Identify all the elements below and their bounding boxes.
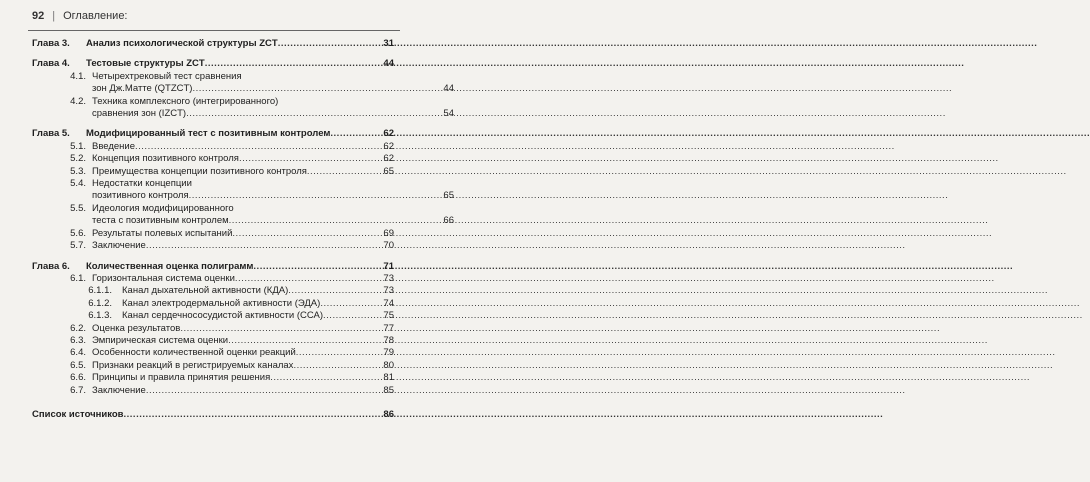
section-title-continued: сравнения зон (IZCT)	[92, 108, 187, 120]
page-ref: 81	[383, 372, 394, 384]
toc-section-5-2[interactable]	[32, 153, 394, 165]
chapter-title: Модифицированный тест с позитивным контролем	[86, 128, 331, 140]
toc-section-5-5[interactable]	[32, 202, 454, 228]
leader-dots	[135, 141, 383, 153]
page-ref: 44	[443, 83, 454, 95]
leader-dots	[146, 385, 384, 397]
toc-references[interactable]	[32, 409, 394, 421]
toc-chapter-4[interactable]	[32, 58, 394, 70]
section-number: 5.7.	[70, 240, 86, 252]
leader-dots	[124, 409, 384, 421]
toc-chapter-6[interactable]	[32, 261, 394, 273]
toc-section-6-5[interactable]	[32, 360, 394, 372]
section-number: 6.6.	[70, 372, 86, 384]
page-ref: 31	[383, 38, 394, 49]
header-title: Оглавление:	[63, 10, 128, 22]
leader-dots	[307, 166, 384, 178]
page-ref: 75	[383, 310, 394, 322]
section-title: Принципы и правила принятия решения	[92, 372, 271, 384]
subsection-title: Канал сердечнососудистой активности (ССА)	[122, 310, 324, 322]
page-ref: 80	[383, 359, 394, 371]
page-ref: 77	[383, 322, 394, 334]
toc-section-5-4[interactable]	[32, 178, 454, 203]
chapter-number: Глава 5.	[32, 128, 70, 140]
chapter-number: Глава 6.	[32, 260, 70, 272]
leader-dots	[229, 215, 444, 227]
references-title: Список источников	[32, 408, 124, 420]
chapter-number: Глава 4.	[32, 58, 70, 70]
chapter-title: Тестовые структуры ZCT	[86, 58, 205, 70]
page-ref: 65	[443, 190, 454, 202]
leader-dots	[320, 298, 383, 310]
leader-dots	[180, 323, 383, 335]
leader-dots	[323, 310, 383, 322]
leader-dots	[270, 372, 383, 384]
leader-dots	[235, 273, 384, 285]
page-ref: 86	[383, 408, 394, 420]
section-title: Введение	[92, 140, 136, 152]
section-title: Горизонтальная система оценки	[92, 272, 235, 284]
leader-dots	[239, 153, 383, 165]
page-ref: 54	[443, 108, 454, 120]
toc-chapter-3[interactable]	[32, 38, 394, 50]
section-title: Заключение	[92, 240, 146, 252]
subsection-number: 6.1.1.	[88, 285, 112, 297]
section-number: 6.2.	[70, 322, 86, 334]
leader-dots	[330, 128, 383, 140]
section-number: 4.2.	[70, 95, 86, 107]
page-ref: 44	[383, 58, 394, 70]
section-number: 5.2.	[70, 153, 86, 165]
toc-section-4-1[interactable]	[32, 70, 454, 96]
page-number: 92	[32, 10, 45, 22]
leader-dots	[228, 335, 383, 347]
section-title: Концепция позитивного контроля	[92, 153, 239, 165]
page-ref: 73	[383, 272, 394, 284]
subsection-number: 6.1.3.	[88, 310, 112, 322]
section-title: Признаки реакций в регистрируемых каналах	[92, 359, 294, 371]
page-ref: 62	[383, 140, 394, 152]
section-number: 6.1.	[70, 272, 86, 284]
section-number: 6.7.	[70, 384, 86, 396]
page-ref: 65	[383, 165, 394, 177]
toc-section-5-6[interactable]	[32, 228, 394, 240]
toc-section-6-7[interactable]	[32, 385, 394, 397]
section-title: Идеология модифицированного	[92, 202, 234, 214]
section-title: Эмпирическая система оценки	[92, 334, 229, 346]
leader-dots	[288, 285, 383, 297]
subsection-title: Канал электродермальной активности (ЭДА)	[122, 297, 321, 309]
page-ref: 73	[383, 285, 394, 297]
page-ref: 78	[383, 334, 394, 346]
page-ref: 70	[383, 240, 394, 252]
toc-subsection-6-1-3[interactable]	[32, 310, 394, 322]
toc-subsection-6-1-1[interactable]	[32, 285, 394, 297]
book-page	[0, 0, 454, 482]
section-number: 6.5.	[70, 359, 86, 371]
table-of-contents	[32, 38, 454, 421]
toc-section-6-2[interactable]	[32, 323, 394, 335]
subsection-number: 6.1.2.	[88, 297, 112, 309]
toc-section-6-1[interactable]	[32, 273, 394, 285]
chapter-number: Глава 3.	[32, 38, 70, 49]
leader-dots	[186, 108, 443, 120]
header-separator: |	[52, 10, 56, 22]
page-ref: 74	[383, 297, 394, 309]
section-title: Техника комплексного (интегрированного)	[92, 95, 279, 107]
section-number: 5.5.	[70, 202, 86, 214]
toc-section-4-2[interactable]	[32, 95, 454, 121]
leader-dots	[296, 347, 384, 359]
section-number: 4.1.	[70, 70, 86, 82]
toc-section-6-4[interactable]	[32, 347, 394, 359]
running-header	[32, 10, 128, 22]
leader-dots	[189, 190, 444, 202]
leader-dots	[205, 58, 384, 70]
leader-dots	[293, 360, 383, 372]
page-ref: 62	[383, 153, 394, 165]
toc-section-6-3[interactable]	[32, 335, 394, 347]
toc-section-5-1[interactable]	[32, 141, 394, 153]
toc-chapter-5[interactable]	[32, 128, 394, 140]
section-number: 5.3.	[70, 165, 86, 177]
page-ref: 66	[443, 215, 454, 227]
section-title-continued: теста с позитивным контролем	[92, 215, 229, 227]
section-title: Преимущества концепции позитивного контроля	[92, 165, 307, 177]
page-ref: 85	[383, 384, 394, 396]
section-title: Оценка результатов	[92, 322, 181, 334]
page-ref: 62	[383, 128, 394, 140]
leader-dots	[232, 228, 383, 240]
header-rule	[28, 30, 400, 31]
toc-section-5-7[interactable]	[32, 240, 394, 252]
section-number: 5.4.	[70, 178, 86, 190]
toc-subsection-6-1-2[interactable]	[32, 298, 394, 310]
section-title-continued: зон Дж.Матте (QTZCT)	[92, 83, 193, 95]
toc-section-6-6[interactable]	[32, 372, 394, 384]
chapter-title: Анализ психологической структуры ZCT	[86, 38, 278, 49]
leader-dots	[192, 83, 443, 95]
section-number: 5.6.	[70, 227, 86, 239]
section-number: 5.1.	[70, 140, 86, 152]
section-title: Особенности количественной оценки реакций	[92, 347, 296, 359]
subsection-title: Канал дыхательной активности (КДА)	[122, 285, 289, 297]
page-ref: 79	[383, 347, 394, 359]
page-ref: 71	[383, 260, 394, 272]
leader-dots	[146, 240, 384, 252]
section-number: 6.4.	[70, 347, 86, 359]
section-title: Заключение	[92, 384, 146, 396]
chapter-title: Количественная оценка полиграмм	[86, 260, 254, 272]
section-title: Недостатки концепции	[92, 178, 192, 190]
toc-section-5-3[interactable]	[32, 166, 394, 178]
section-title: Четырехтрековый тест сравнения	[92, 70, 242, 82]
section-number: 6.3.	[70, 334, 86, 346]
leader-dots	[253, 261, 383, 273]
section-title-continued: позитивного контроля	[92, 190, 189, 202]
section-title: Результаты полевых испытаний	[92, 227, 233, 239]
leader-dots	[278, 38, 384, 50]
page-ref: 69	[383, 227, 394, 239]
